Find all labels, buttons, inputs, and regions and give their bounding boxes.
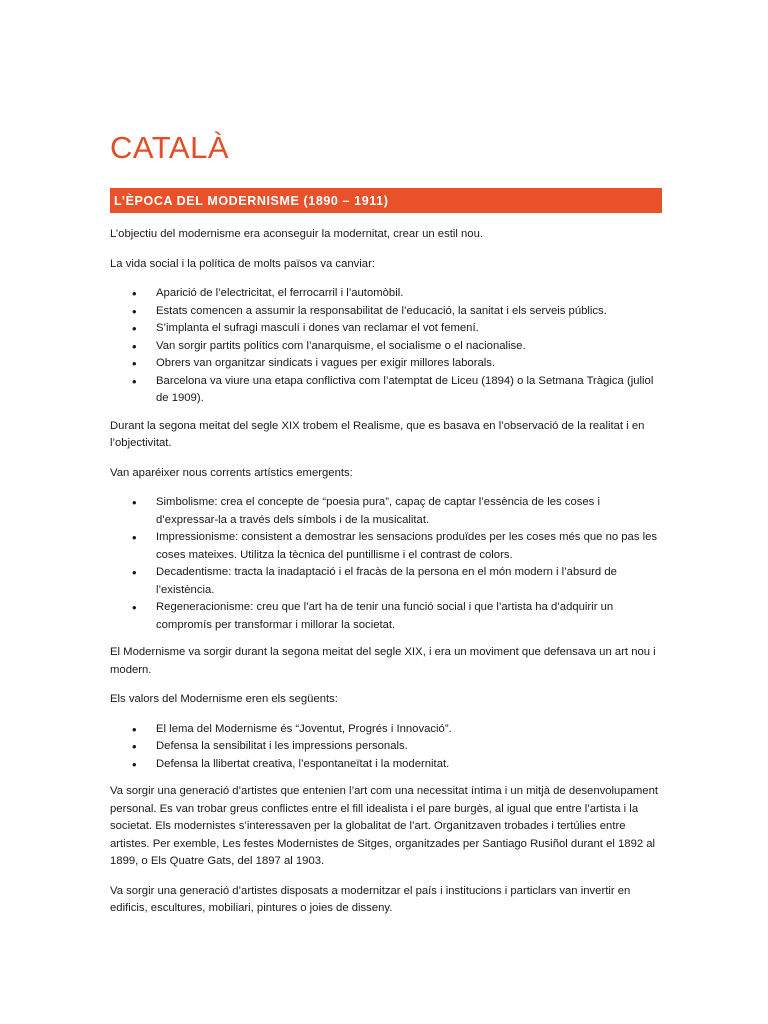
paragraph-modernism: El Modernisme va sorgir durant la segona meitat del segle XIX, i era un moviment que defensava un art nou i modern.	[110, 646, 656, 676]
paragraph-artists-generation: Va sorgir una generació d’artistes que entenien l’art com una necessitat íntima i un mitjà de desenvolupament personal. Es van trobar greus conflictes entre el fill idealista i el pare burgès, al igual que entre l’artista i la societat. Els modernistes s’interessaven per la globalitat de l’art. Organitzaven trobades i tertúlies entre artistes. Per exemble, Les festes Modernistes de Sitges, organitzades per Santiago Rusiñol durant el 1892 al 1899, o Els Quatre Gats, del 1897 al 1903.	[110, 785, 659, 867]
document-page	[110, 128, 662, 930]
document-title: CATALÀ	[110, 130, 229, 165]
list-item: • Regeneracionisme: creu que l’art ha de tenir una funció social i que l’artista ha d’adquirir un compromís per transformar i millorar la societat.	[110, 599, 662, 634]
list-item: • Defensa la sensibilitat i les impressions personals.	[110, 738, 662, 756]
list-modernism-values	[110, 721, 662, 774]
list-item: • Estats comencen a assumir la responsabilitat de l’educació, la sanitat i els serveis públics.	[110, 303, 662, 321]
list-item: • Obrers van organitzar sindicats i vagues per exigir millores laborals.	[110, 355, 662, 373]
paragraph-social-life: La vida social i la política de molts països va canviar:	[110, 257, 375, 270]
list-artistic-currents	[110, 494, 662, 634]
list-item: • El lema del Modernisme és “Joventut, Progrés i Innovació”.	[110, 721, 662, 739]
paragraph-realism: Durant la segona meitat del segle XIX trobem el Realisme, que es basava en l’observació de la realitat i en l’objectivitat.	[110, 419, 645, 449]
list-item: • Defensa la llibertat creativa, l’espontaneïtat i la modernitat.	[110, 756, 662, 774]
list-item: • Impressionisme: consistent a demostrar les sensacions produïdes per les coses més que no pas les coses mateixes. Utilitza la tècnica del puntillisme i el contrast de colors.	[110, 529, 662, 564]
list-item: • Decadentisme: tracta la inadaptació i el fracàs de la persona en el món modern i l’absurd de l’existència.	[110, 564, 662, 599]
section-heading: L’ÈPOCA DEL MODERNISME (1890 – 1911)	[110, 188, 662, 213]
paragraph-modernize-country: Va sorgir una generació d’artistes disposats a modernitzar el país i institucions i particlars van invertir en edificis, escultures, mobiliari, pintures o joies de disseny.	[110, 884, 631, 914]
paragraph-values: Els valors del Modernisme eren els següents:	[110, 693, 338, 705]
list-item: • Van sorgir partits polítics com l’anarquisme, el socialisme o el nacionalise.	[110, 338, 662, 356]
list-item: • Aparició de l’electricitat, el ferrocarril i l’automòbil.	[110, 285, 662, 303]
list-social-changes	[110, 285, 662, 408]
list-item: • Simbolisme: crea el concepte de “poesia pura”, capaç de captar l’essència de les coses i d’expressar-la a través dels símbols i de la musicalitat.	[110, 494, 662, 529]
list-item: • Barcelona va viure una etapa conflictiva com l’atemptat de Liceu (1894) o la Setmana Tràgica (juliol de 1909).	[110, 373, 662, 408]
paragraph-objective: L’objectiu del modernisme era aconseguir la modernitat, crear un estil nou.	[110, 228, 484, 240]
list-item: • S’implanta el sufragi masculí i dones van reclamar el vot femení.	[110, 320, 662, 338]
paragraph-currents: Van aparéixer nous corrents artístics emergents:	[110, 466, 353, 479]
